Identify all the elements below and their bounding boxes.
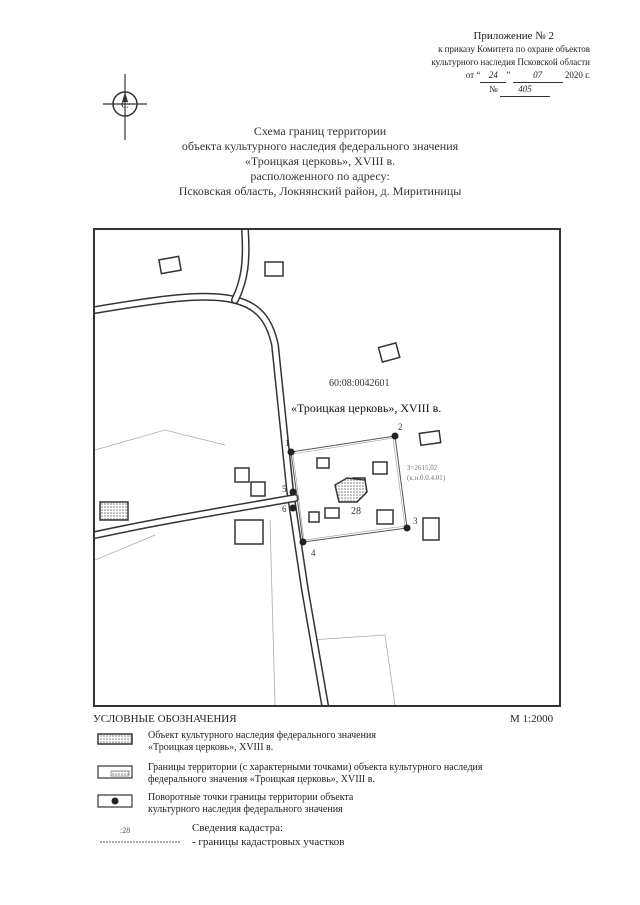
inner-label-2: (к.н.0.0.4.01) [407, 474, 446, 482]
legend-point-symbol [97, 793, 135, 809]
svg-text:С: С [121, 99, 129, 111]
inner-label-1: З=2615,02 [407, 464, 438, 472]
title-line-2: объекта культурного наследия федерального значения [181, 139, 459, 153]
point-label-6: 6 [282, 504, 287, 514]
title-line-1: Схема границ территории [253, 124, 387, 138]
point-label-4: 4 [311, 548, 316, 558]
legend-cadastre-line [100, 840, 180, 844]
church-object [335, 478, 367, 502]
appendix-line-1: к приказу Комитета по охране объектов [438, 44, 590, 54]
legend-boundary-symbol [97, 764, 135, 780]
title-line-3: «Троицкая церковь», XVIII в. [244, 154, 396, 168]
legend-object-symbol [97, 732, 135, 746]
appendix-number: № 405 [400, 83, 590, 97]
scheme-title [100, 124, 540, 199]
point-label-5: 5 [282, 484, 287, 494]
legend-item-3: Поворотные точки границы территории объекта культурного наследия федерального значения [148, 792, 354, 815]
appendix-line-2: культурного наследия Псковской области [431, 57, 590, 67]
appendix-date: от “ 24 ” 07 2020 г. [400, 69, 590, 83]
appendix-title: Приложение № 2 [473, 30, 554, 42]
boundary-point-2 [392, 433, 399, 440]
map-frame [93, 228, 561, 707]
cadastral-quarter-label: 60:08:0042601 [329, 378, 390, 389]
legend-heading: УСЛОВНЫЕ ОБОЗНАЧЕНИЯ [93, 713, 237, 725]
legend-item-1: Объект культурного наследия федерального значения «Троицкая церковь», XVIII в. [148, 730, 376, 753]
map-scale: М 1:2000 [510, 713, 554, 725]
point-label-1: 1 [285, 438, 290, 448]
boundary-point-6 [290, 505, 297, 512]
appendix-header [400, 30, 590, 97]
legend-cadastre-number: :28 [120, 826, 131, 835]
legend-item-2: Границы территории (с характерными точками) объекта культурного наследия федерального значения «Троицкая церковь», XVIII в. [148, 762, 483, 785]
parcel-number-label: 28 [351, 506, 361, 517]
point-label-3: 3 [413, 516, 418, 526]
legend-cadastre-item: - границы кадастровых участков [192, 836, 345, 848]
legend-cadastre-heading: Сведения кадастра: [192, 822, 284, 834]
title-line-5: Псковская область, Локнянский район, д. Миритиницы [178, 184, 462, 198]
boundary-point-3 [404, 525, 411, 532]
map-canvas [95, 230, 559, 705]
boundary-point-5 [290, 489, 297, 496]
roads [95, 230, 325, 705]
point-label-2: 2 [398, 422, 403, 432]
title-line-4: расположенного по адресу: [250, 169, 390, 183]
object-label: «Троицкая церковь», XVIII в. [291, 401, 442, 415]
boundary-point-1 [288, 449, 295, 456]
boundary-point-4 [300, 539, 307, 546]
